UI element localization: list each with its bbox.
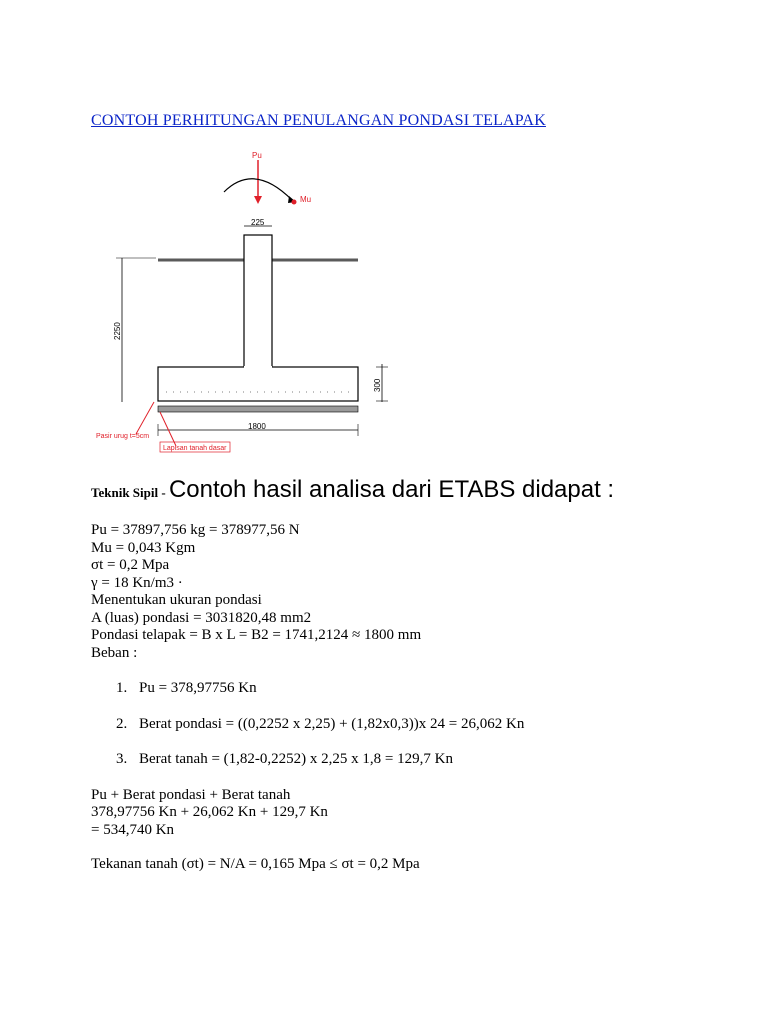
load-sum xyxy=(91,787,731,840)
list-item: 1. Pu = 378,97756 Kn xyxy=(131,680,731,698)
subheading-main: Contoh hasil analisa dari ETABS didapat : xyxy=(168,476,615,503)
param-line: σt = 0,2 Mpa xyxy=(91,557,170,573)
param-line: Pondasi telapak = B x L = B2 = 1741,2124 ≈ 1800 mm xyxy=(91,627,422,643)
sand-leader xyxy=(136,402,154,434)
width-label: 1800 xyxy=(248,422,266,431)
column xyxy=(244,235,272,367)
foundation-diagram-svg xyxy=(96,140,396,460)
calculation-body xyxy=(91,522,731,874)
foundation-diagram xyxy=(96,140,396,460)
param-line: Pu = 37897,756 kg = 378977,56 N xyxy=(91,522,300,538)
pu-arrowhead xyxy=(254,196,262,204)
height-label: 2250 xyxy=(113,322,122,340)
sand-note: Pasir urug t=5cm xyxy=(96,433,150,440)
mu-marker xyxy=(292,200,297,205)
depth-label: 300 xyxy=(373,378,382,392)
sum-line: Pu + Berat pondasi + Berat tanah xyxy=(91,786,291,803)
param-line: A (luas) pondasi = 3031820,48 mm2 xyxy=(91,609,312,626)
list-item: 2. Berat pondasi = ((0,2252 x 2,25) + (1,82x0,3))x 24 = 26,062 Kn xyxy=(131,716,731,734)
load-list xyxy=(91,680,731,769)
list-item: 3. Berat tanah = (1,82-0,2252) x 2,25 x 1,8 = 129,7 Kn xyxy=(131,751,731,769)
sand-layer xyxy=(158,406,358,412)
lean-note: Lapisan tanah dasar xyxy=(163,445,227,452)
param-line: Menentukan ukuran pondasi xyxy=(91,592,262,608)
col-width-label: 225 xyxy=(251,218,265,227)
footing xyxy=(158,367,358,401)
subheading xyxy=(91,476,614,504)
param-line: Mu = 0,043 Kgm xyxy=(91,539,196,556)
page-title[interactable]: CONTOH PERHITUNGAN PENULANGAN PONDASI TELAPAK xyxy=(91,112,546,129)
mu-label: Mu xyxy=(300,195,312,204)
param-line: γ = 18 Kn/m3 · xyxy=(91,574,183,591)
lean-leader xyxy=(160,412,176,446)
pu-label: Pu xyxy=(252,151,262,160)
sum-line: 378,97756 Kn + 26,062 Kn + 129,7 Kn xyxy=(91,804,328,820)
param-line: Beban : xyxy=(91,644,138,661)
subheading-prefix: Teknik Sipil - xyxy=(91,485,169,500)
soil-pressure: Tekanan tanah (σt) = N/A = 0,165 Mpa ≤ σt = 0,2 Mpa xyxy=(91,856,420,872)
sum-line: = 534,740 Kn xyxy=(91,821,175,838)
